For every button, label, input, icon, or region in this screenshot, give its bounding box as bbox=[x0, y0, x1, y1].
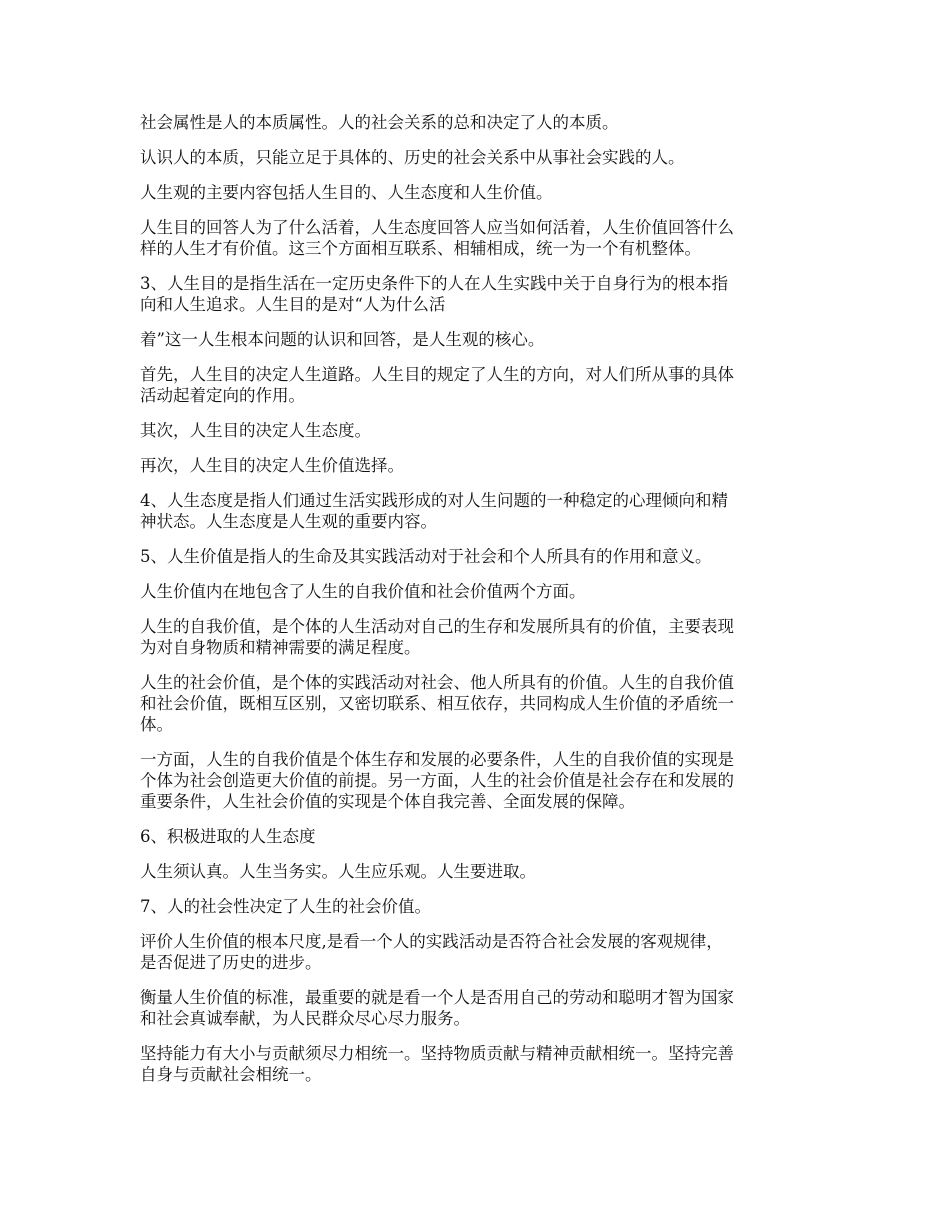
paragraph: 7、人的社会性决定了人生的社会价值。 bbox=[140, 897, 431, 916]
paragraph: 人生目的回答人为了什么活着，人生态度回答人应当如何活着，人生价值回答什么 样的人生才有价值。这三个方面相互联系、相辅相成，统一为一个有机整体。 bbox=[140, 218, 734, 258]
paragraph: 人生的自我价值，是个体的人生活动对自己的生存和发展所具有的价值，主要表现 为对自身物质和精神需要的满足程度。 bbox=[140, 617, 734, 657]
paragraph: 人生观的主要内容包括人生目的、人生态度和人生价值。 bbox=[140, 183, 553, 202]
paragraph: 社会属性是人的本质属性。人的社会关系的总和决定了人的本质。 bbox=[140, 113, 619, 132]
document-body bbox=[140, 112, 820, 1099]
paragraph: 衡量人生价值的标准，最重要的就是看一个人是否用自己的劳动和聪明才智为国家 和社会真诚奉献，为人民群众尽心尽力服务。 bbox=[140, 988, 734, 1028]
paragraph: 3、人生目的是指生活在一定历史条件下的人在人生实践中关于自身行为的根本指 向和人生追求。人生目的是对“人为什么活 bbox=[140, 274, 728, 314]
paragraph: 4、人生态度是指人们通过生活实践形成的对人生问题的一种稳定的心理倾向和精 神状态。人生态度是人生观的重要内容。 bbox=[140, 491, 728, 531]
paragraph: 人生的社会价值，是个体的实践活动对社会、他人所具有的价值。人生的自我价值 和社会价值，既相互区别，又密切联系、相互依存，共同构成人生价值的矛盾统一 体。 bbox=[140, 673, 734, 734]
paragraph: 着”这一人生根本问题的认识和回答，是人生观的核心。 bbox=[140, 330, 545, 349]
paragraph: 其次，人生目的决定人生态度。 bbox=[140, 421, 371, 440]
paragraph: 人生须认真。人生当务实。人生应乐观。人生要进取。 bbox=[140, 862, 536, 881]
paragraph: 6、积极进取的人生态度 bbox=[140, 827, 316, 846]
paragraph: 人生价值内在地包含了人生的自我价值和社会价值两个方面。 bbox=[140, 582, 586, 601]
paragraph: 5、人生价值是指人的生命及其实践活动对于社会和个人所具有的作用和意义。 bbox=[140, 547, 712, 566]
paragraph: 首先，人生目的决定人生道路。人生目的规定了人生的方向，对人们所从事的具体 活动起着定向的作用。 bbox=[140, 365, 734, 405]
paragraph: 再次，人生目的决定人生价值选择。 bbox=[140, 456, 404, 475]
paragraph: 认识人的本质，只能立足于具体的、历史的社会关系中从事社会实践的人。 bbox=[140, 148, 685, 167]
paragraph: 评价人生价值的根本尺度,是看一个人的实践活动是否符合社会发展的客观规律， 是否促进了历史的进步。 bbox=[140, 932, 723, 972]
paragraph: 坚持能力有大小与贡献须尽力相统一。坚持物质贡献与精神贡献相统一。坚持完善 自身与贡献社会相统一。 bbox=[140, 1044, 734, 1084]
paragraph: 一方面，人生的自我价值是个体生存和发展的必要条件，人生的自我价值的实现是 个体为社会创造更大价值的前提。另一方面，人生的社会价值是社会存在和发展的 重要条件，人生社会价值的实现是个体自我完善、全面发展的保障。 bbox=[140, 750, 734, 811]
